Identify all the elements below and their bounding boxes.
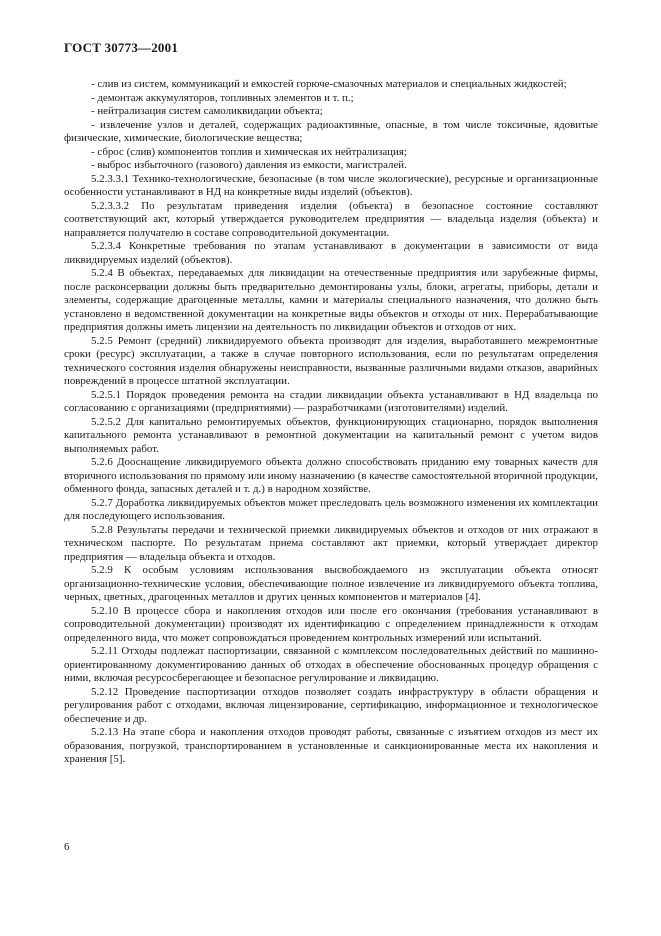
paragraph: 5.2.10 В процессе сбора и накопления отходов или после его окончания (требования устанавливают в сопроводительной документации) производят их идентификацию с определением принадлежности к отходам определенного вида, что может сопровождаться проведением контрольных измерений или испытаний. [64, 604, 598, 644]
paragraph: - извлечение узлов и деталей, содержащих радиоактивные, опасные, в том числе токсичные, ядовитые физические, химические, биологические вещества; [64, 118, 598, 144]
document-header: ГОСТ 30773—2001 [64, 40, 179, 55]
paragraph: 5.2.5.1 Порядок проведения ремонта на стадии ликвидации объекта устанавливают в НД владельца по согласованию с организациями (предприятиями) — разработчиками (изготовителями) изделий. [64, 388, 598, 414]
paragraph: 5.2.6 Дооснащение ликвидируемого объекта должно способствовать приданию ему товарных качеств для вторичного использования по прямому или иному назначению (в качестве самостоятельной вторичной продукции, обменного фонда, запасных деталей и т. д.) в народном хозяйстве. [64, 456, 598, 495]
page-number: 6 [64, 841, 70, 853]
paragraph: 5.2.9 К особым условиям использования высвобождаемого из эксплуатации объекта относят организационно-технические условия, обеспечивающие полное извлечение из ликвидируемого объекта топлива, черных, цветных, драгоценных металлов и других ценных компонентов и материалов [4]. [64, 564, 598, 603]
paragraph: 5.2.13 На этапе сбора и накопления отходов проводят работы, связанные с изъятием отходов из мест их образования, погрузкой, транспортированием в установленные и санкционированные места их накопления и хранения [5]. [64, 726, 598, 765]
paragraph: - демонтаж аккумуляторов, топливных элементов и т. п.; [91, 91, 354, 104]
paragraph: - нейтрализация систем самоликвидации объекта; [91, 105, 323, 117]
paragraph: 5.2.12 Проведение паспортизации отходов позволяет создать инфраструктуру в области обращения и регулирования работ с отходами, включая лицензирование, сертификацию, информационное и технологическое обеспечение и др. [64, 685, 598, 725]
paragraph: - выброс избыточного (газового) давления из емкости, магистралей. [91, 159, 407, 171]
document-body [64, 78, 598, 767]
paragraph: 5.2.5 Ремонт (средний) ликвидируемого объекта производят для изделия, выработавшего межремонтные сроки (ресурс) эксплуатации, а также в случае повторного использования, если по результатам определения технического состояния изделия обнаружены неисправности, вызванные различными видами отказов, аварийных повреждений в процессе штатной эксплуатации. [64, 334, 598, 387]
paragraph: - сброс (слив) компонентов топлив и химическая их нейтрализация; [91, 145, 407, 158]
paragraph: 5.2.8 Результаты передачи и технической приемки ликвидируемых объектов и отходов от них отражают в техническом паспорте. По результатам приема составляют акт приемки, который утверждает директор предприятия — владельца объекта и отходов. [64, 523, 598, 563]
paragraph: 5.2.3.4 Конкретные требования по этапам устанавливают в документации в зависимости от вида ликвидируемых изделий (объектов). [64, 240, 598, 266]
paragraph: - слив из систем, коммуникаций и емкостей горюче-смазочных материалов и специальных жидкостей; [91, 78, 567, 90]
paragraph: 5.2.4 В объектах, передаваемых для ликвидации на отечественные предприятия или зарубежные фирмы, после расконсервации должны быть предварительно демонтированы узлы, блоки, агрегаты, приборы, детали и элементы, содержащие драгоценные металлы, камни и материалы специального назначения, что должно быть установлено в ведомственной документации на конкретные виды объектов и отходы от них. Перерабатывающие предприятия должны иметь лицензии на деятельность по ликвидации объектов и отходов от них. [64, 267, 598, 333]
paragraph: 5.2.7 Доработка ликвидируемых объектов может преследовать цель возможного изменения их комплектации для последующего использования. [64, 496, 598, 522]
paragraph: 5.2.11 Отходы подлежат паспортизации, связанной с комплексом последовательных действий по машинно-ориентированному документированию данных об отходах в обеспечение обоснованных процедур обращения с ними, включая ресурсосберегающее и безопасное регулирование и ликвидацию. [64, 645, 598, 684]
paragraph: 5.2.5.2 Для капитально ремонтируемых объектов, функционирующих стационарно, порядок выполнения капитального ремонта устанавливают в ремонтной документации на капитальный ремонт с учетом видов выполняемых работ. [64, 415, 598, 455]
paragraph: 5.2.3.3.2 По результатам приведения изделия (объекта) в безопасное состояние составляют соответствующий акт, который утверждается руководителем предприятия — владельца изделия (объекта) и направляется получателю в составе сопроводительной документации. [64, 199, 598, 239]
paragraph: 5.2.3.3.1 Технико-технологические, безопасные (в том числе экологические), ресурсные и организационные особенности устанавливают в НД на конкретные виды изделий (объектов). [64, 172, 598, 198]
